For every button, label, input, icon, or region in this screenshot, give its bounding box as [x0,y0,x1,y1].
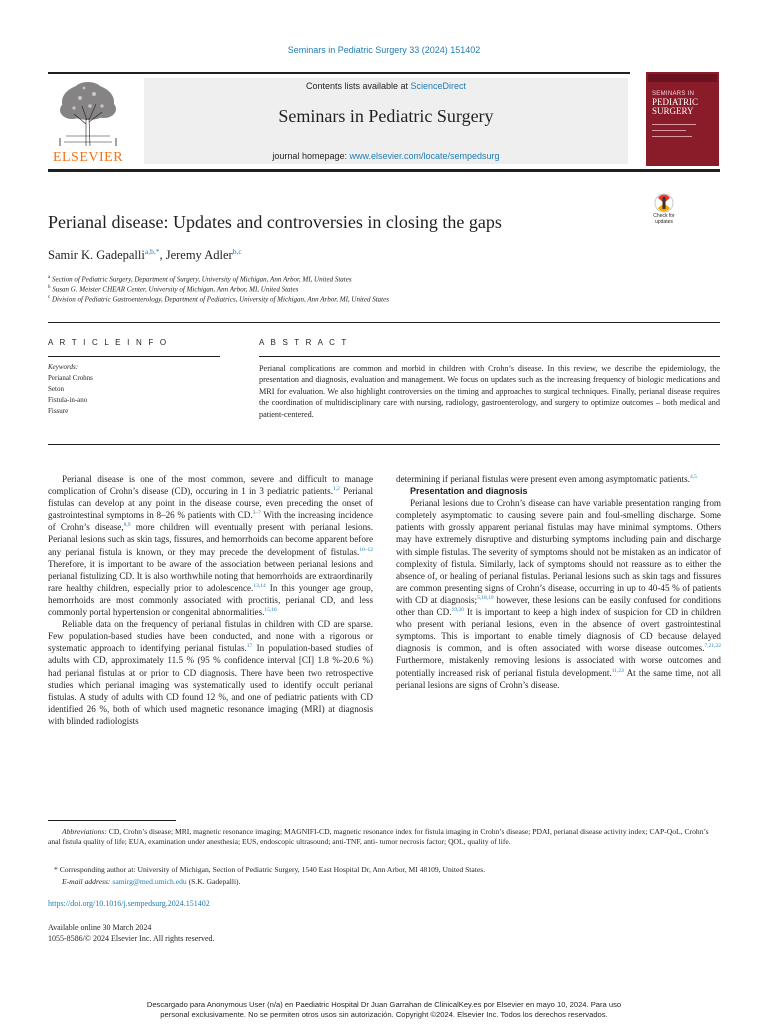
footnote-rule [48,820,176,821]
banner-bottom-rule [48,169,720,172]
elsevier-wordmark: ELSEVIER [52,150,124,165]
author-name[interactable]: , Jeremy Adler [159,248,233,263]
article-info-rule [48,356,220,357]
citation-link[interactable]: 1,2 [332,486,340,493]
body-column-right [396,473,721,691]
copyright-line: 1055-8586/© 2024 Elsevier Inc. All rights reserved. [48,934,215,943]
cover-rule [652,124,696,125]
citation-link[interactable]: 8,9 [123,522,131,529]
keyword: Perianal Crohns [48,374,93,382]
citation-link[interactable]: 3–7 [252,510,261,517]
check-for-updates-text: Check for updates [653,213,675,225]
body-paragraph: determining if perianal fistulas were present even among asymptomatic patients.$^{4,5}$ [396,473,697,484]
banner-top-rule [48,72,630,74]
abstract-rule [259,356,720,357]
abstract-bottom-rule [48,444,720,445]
citation-link[interactable]: 19,20 [451,606,464,613]
email-footnote: E-mail address: samirg@med.umich.edu (S.K. Gadepalli). [62,877,241,886]
journal-title: Seminars in Pediatric Surgery [278,106,494,126]
affiliation-a: $^a$ Section of Pediatric Surgery, Department of Surgery, University of Michigan, Ann Arbor, MI, United States [48,275,352,284]
doi-link[interactable]: https://doi.org/10.1016/j.sempedsurg.2024.151402 [48,899,210,908]
citation-link[interactable]: 15,16 [264,606,277,613]
citation-link[interactable]: 4,5 [689,473,697,480]
author-name[interactable]: Samir K. Gadepalli [48,248,145,263]
journal-homepage-line [144,151,628,161]
article-title: Perianal disease: Updates and controversies in closing the gaps [48,212,502,232]
citation-link[interactable]: 7,21,22 [704,643,721,650]
author-affil-marks[interactable]: a,b,* [144,247,160,256]
citation-link[interactable]: 5,18,19 [477,594,494,601]
available-online: Available online 30 March 2024 [48,923,152,932]
keyword: Seton [48,385,64,393]
abstract-heading: A B S T R A C T [259,338,349,347]
keyword: Fissure [48,407,69,415]
cover-rule [652,136,692,137]
body-paragraph: Reliable data on the frequency of perianal fistulas in children with CD are sparse. Few population-based studies have been conducted, and none with a rigorous or systematic approach to identifying perianal fistulas.$^{17}$ In population-based studies of adults with CD, approximately 11.5 % (95 % confidence interval [CI] 1.8 %-20.6 %) had perianal fistulas at or prior to CD diagnosis. There have been two retrospective studies which perianal imaging was systematically used to identify occult perianal fistulas. A study of adults with CD found 12 %, and one of pediatric patients with CD identified 26 %, both of which used magnetic resonance imaging (MRI) at diagnosis with blinded radiologists [48,619,373,726]
running-head: Seminars in Pediatric Surgery 33 (2024) 151402 [287,45,481,55]
download-notice-line: personal exclusivamente. No se permiten otros usos sin autorización. Copyright ©2024. Elsevier Inc. Todos los derechos reservados. [160,1009,608,1019]
abstract-text: Perianal complications are common and morbid in children with Crohn’s disease. In this review, we describe the epidemiology, the presentation and diagnosis, evaluation and management. We focus on updates such as the increasing frequency of biologic medications and MRI for evaluation. We also highlight controversies on the timing and approaches to surgical techniques. Finally, perianal disease requires the coordination of multidisciplinary care with nursing, radiology, gastroenterology, and surgery to optimize outcomes – both medical and patient-centered. [259,364,720,419]
affiliation-b: $^b$ Susan G. Meister CHEAR Center, University of Michigan, Ann Arbor, MI, United States [48,285,299,294]
keyword: Fistula-in-ano [48,396,88,404]
contents-prefix: Contents lists available at [305,81,411,91]
affiliation-c: $^c$ Division of Pediatric Gastroenterology, Department of Pediatrics, University of Michigan, Ann Arbor, MI, United States [48,295,389,304]
body-column-left [48,473,373,727]
download-notice [0,1000,768,1019]
citation-link[interactable]: 13,14 [253,582,266,589]
cover-text-2: PEDIATRIC SURGERY [652,97,699,116]
author-affil-marks[interactable]: b,c [232,247,242,256]
sciencedirect-link[interactable]: ScienceDirect [410,81,467,91]
author-email-link[interactable]: samirg@med.umich.edu [112,877,187,886]
contents-available-line [144,81,628,91]
citation-link[interactable]: 17 [246,643,253,650]
cover-rule [652,130,686,131]
cover-top-band [648,74,717,82]
download-notice-line: Descargado para Anonymous User (n/a) en Paediatric Hospital Dr Juan Garrahan de ClinicalKey.es por Elsevier en mayo 10, 2024. Para uso [146,1000,622,1009]
abbreviations-footnote: Abbreviations: CD, Crohn’s disease; MRI, magnetic resonance imaging; MAGNIFI-CD, magnetic resonance index for fistula imaging in Crohn’s disease; PDAI, perianal disease activity index; CAP-QoL, Crohn’s anal fistula quality of life; EUA, examination under anesthesia; EUS, endoscopic ultrasound; anti-TNF, anti- tumor necrosis factor; QOL, quality of life. [48,827,709,847]
author-list [48,247,242,263]
citation-link[interactable]: 10–12 [359,546,373,553]
keywords-label: Keywords: [48,363,79,371]
cover-text-1: SEMINARS IN [652,91,695,97]
citation-link[interactable]: 11,23 [611,667,624,674]
article-info-heading: A R T I C L E I N F O [48,338,169,347]
body-paragraph: Perianal lesions due to Crohn’s disease can have variable presentation ranging from completely asymptomatic to causing severe pain and foul-smelling discharge. Some patients with grossly apparent perianal fistulas may have minimal symptoms. Others may have extremely disruptive and disturbing symptoms including pain and discharge with simple fistulas. The severity of symptoms should not be mistaken as an indicator of complexity of fistula. Similarly, lack of symptoms should not reassure as to either the absence of, or healing of perianal fistulas. Perianal lesions such as skin tags and fissures are common presenting signs of Crohn’s disease, occurring in up to 40-45 % of patients with CD at diagnosis;$^{5,18,19}$ however, these lesions can be easily confused for conditions other than CD.$^{19,20}$ It is important to keep a high index of suspicion for CD in children who present with perianal lesions, even in the absence of overt gastrointestinal symptoms. This is important to enable timely diagnosis of CD because delayed diagnosis is common, and is often associated with worse disease outcomes.$^{7,21,22}$ Furthermore, mistakenly removing lesions is associated with worse outcomes and potentially increased risk of perianal fistula development.$^{11,23}$ At the same time, not all perianal lesions are signs of Crohn’s disease. [396,498,721,690]
homepage-prefix: journal homepage: [272,151,350,161]
journal-homepage-link[interactable]: www.elsevier.com/locate/sempedsurg [349,151,500,161]
frontmatter-rule [48,322,720,323]
section-heading: Presentation and diagnosis [410,486,528,497]
corresponding-author-footnote: * Corresponding author at: University of Michigan, Section of Pediatric Surgery, 1540 East Hospital Dr, Ann Arbor, MI 48109, United States. [54,865,486,874]
journal-cover-image [646,72,719,166]
body-paragraph: Perianal disease is one of the most common, severe and difficult to manage complication of Crohn’s disease (CD), occuring in 1 in 3 pediatric patients.$^{1,2}$ Perianal fistulas can develop at any point in the disease course, even preceding the onset of gastrointestinal symptoms in 8–26 % patients with CD.$^{3-7}$ With the increasing incidence of Crohn’s disease,$^{8,9}$ more children will eventually present with perianal lesions. Perianal lesions such as skin tags, fissures, and hemorrhoids can become apparent before any perianal fistula is known, or they may precede the development of fistulas.$^{10-12}$ Therefore, it is important to be aware of the association between perianal lesions and perianal fistulizing CD. It is also worthwhile noting that hemorrhoids are extraordinarily rare healthy children, especially prior to adolescence.$^{13,14}$ In this younger age group, hemorrhoids are most commonly associated with proctitis, perianal CD, and less commonly portal hypertension or congenital abnormalities.$^{15,16}$ [48,474,374,618]
